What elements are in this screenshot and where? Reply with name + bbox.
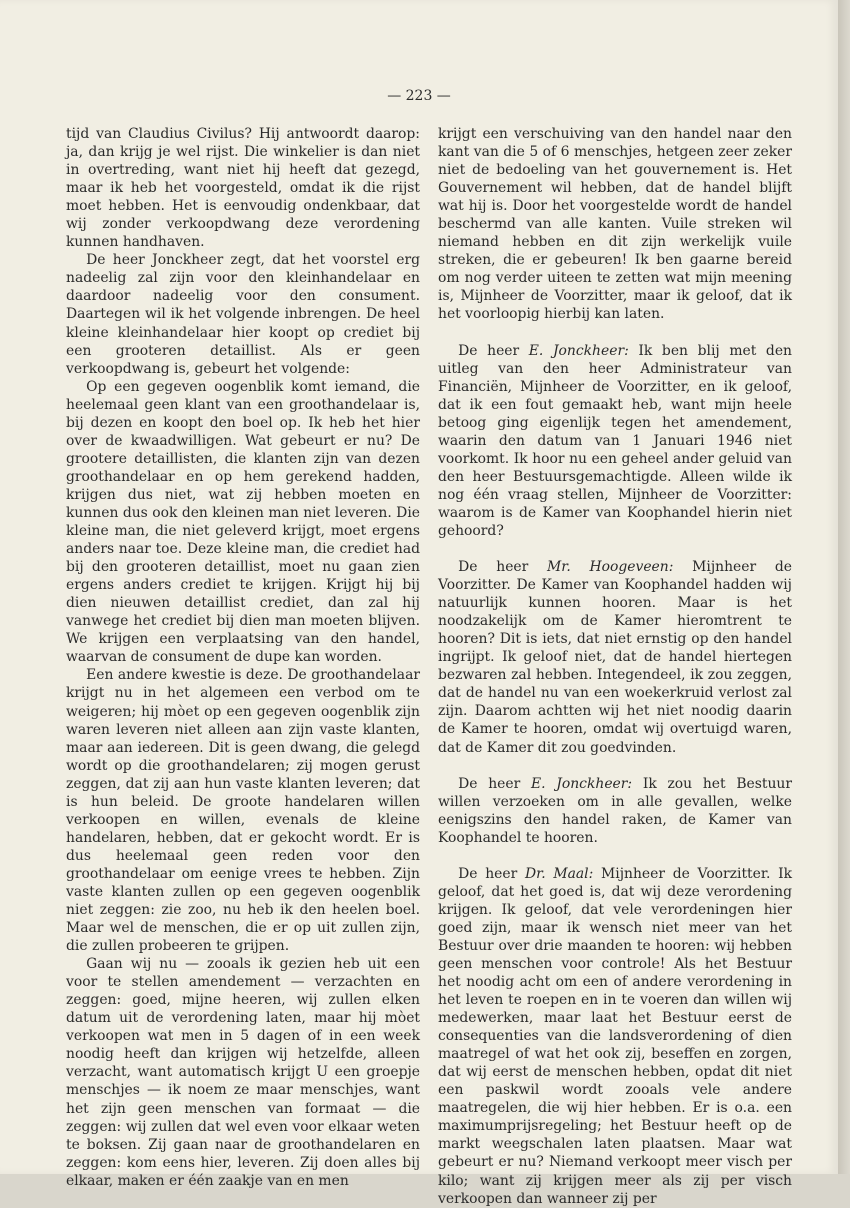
speaker-name: E. Jonckheer: xyxy=(531,775,633,792)
speech-text: Ik ben blij met den uitleg van den heer Administrateur van Financiën, Mijnheer de Voorzitter, en ik geloof, dat ik een fout gemaakt heb, want mijn heele betoog ging eigenlijk tegen het amendement, waarin den datum van 1 Januari 1946 niet voorkomt. Ik hoor nu een geheel ander geluid van den heer Bestuursgemachtigde. Alleen wilde ik nog één vraag stellen, Mijnheer de Voorzitter: waarom is de Kamer van Koophandel hierin niet gehoord? xyxy=(438,342,792,539)
speech-text: Mijnheer de Voorzitter. Ik geloof, dat het goed is, dat wij deze verordening krijgen. Ik geloof, dat vele verordeningen hier goed zijn, maar ik wensch niet meer van het Bestuur over drie maanden te hooren: wij hebben geen menschen voor controle! Als het Bestuur het noodig acht om een of andere verordening in het leven te roepen en in te voeren dan willen wij medewerken, maar laat het Bestuur eerst de consequenties van die landsverordening of dien maatregel of wat het ook zij, beseffen en zorgen, dat wij eerst de menschen hebben, opdat dit niet een paskwil wordt zooals vele andere maatregelen, die wij hier hebben. Er is o.a. een maximumprijsregeling; het Bestuur heeft op de markt weegschalen laten plaatsen. Maar wat gebeurt er nu? Niemand verkoopt meer visch per kilo; want zij krijgen meer als zij per visch verkoopen dan wanneer zij per xyxy=(438,865,792,1207)
paragraph: Op een gegeven oogenblik komt iemand, die heelemaal geen klant van een groothandelaar is, bij dezen en koopt den boel op. Ik heb het hier over de kwaadwilligen. Wat gebeurt er nu? De grootere detaillisten, die klanten zijn van dezen groothandelaar en op hem gerekend hadden, krijgen dus niet, wat zij hebben moeten en kunnen dus ook den kleinen man niet leveren. Die kleine man, die niet geleverd krijgt, moet ergens anders naar toe. Deze kleine man, die crediet had bij den grooteren detaillist, moet nu gaan zien ergens anders crediet te krijgen. Krijgt hij bij dien nieuwen detaillist crediet, dan zal hij vanwege het crediet bij dien man moeten blijven. We krijgen een verplaatsing van den handel, waarvan de consument de dupe kan worden. xyxy=(66,378,420,666)
paragraph: De heer Jonckheer zegt, dat het voorstel erg nadeelig zal zijn voor den kleinhandelaar en daardoor nadeelig voor den consument. Daartegen wil ik het volgende inbrengen. De heel kleine kleinhandelaar hier koopt op crediet bij een grooteren detaillist. Als er geen verkoopdwang is, gebeurt het volgende: xyxy=(66,252,420,377)
left-column xyxy=(66,125,420,1190)
right-column xyxy=(438,125,792,1208)
page-edge xyxy=(838,0,850,1174)
speaker-prefix: De heer xyxy=(458,342,520,359)
speaker-paragraph xyxy=(438,558,792,757)
speaker-prefix: De heer xyxy=(458,559,529,576)
speaker-prefix: De heer xyxy=(458,775,521,792)
paragraph: tijd van Claudius Civilus? Hij antwoordt daarop: ja, dan krijg je wel rijst. Die winkelier is dan niet in overtreding, want niet hij heeft dat gezegd, maar ik heb het voorgesteld, omdat ik die rijst moet hebben. Het is eenvoudig ondenkbaar, dat wij zonder verkoopdwang deze verordening kunnen handhaven. xyxy=(66,126,420,251)
speech-text: Mijnheer de Voorzitter. De Kamer van Koophandel hadden wij natuurlijk kunnen hooren. Maar is het noodzakelijk om de Kamer hieromtrent te hooren? Dit is iets, dat niet ernstig op den handel ingrijpt. Ik geloof niet, dat de handel hiertegen bezwaren zal hebben. Integendeel, ik zou zeggen, dat de handel nu van een woekerkruid verlost zal zijn. Daarom achtten wij het niet noodig daarin de Kamer te hooren, omdat wij overtuigd waren, dat de Kamer dit zou goedvinden. xyxy=(438,559,792,756)
page-number: — 223 — xyxy=(387,88,451,104)
speaker-paragraph xyxy=(438,775,792,847)
speaker-paragraph xyxy=(438,865,792,1208)
speaker-name: E. Jonckheer: xyxy=(528,342,629,359)
paragraph: Een andere kwestie is deze. De groothandelaar krijgt nu in het algemeen een verbod om te weigeren; hij mòet op een gegeven oogenblik zijn waren leveren niet alleen aan zijn vaste klanten, maar aan iedereen. Dit is geen dwang, die gelegd wordt op die groothandelaren; zij mogen gerust zeggen, dat zij aan hun vaste klanten leveren; dat is hun beleid. De groote handelaren willen verkoopen en willen, evenals de kleine handelaren, hebben, dat er gekocht wordt. Er is dus heelemaal geen reden voor den groothandelaar om eenige vrees te hebben. Zijn vaste klanten zullen op een gegeven oogenblik niet zeggen: zie zoo, nu heb ik den heelen boel. Maar wel de menschen, die er op uit zullen zijn, die zullen probeeren te grijpen. xyxy=(66,667,420,955)
speaker-name: Mr. Hoogeveen: xyxy=(547,559,674,576)
speaker-prefix: De heer xyxy=(458,865,518,882)
speaker-name: Dr. Maal: xyxy=(525,865,594,882)
speech-text: Ik zou het Bestuur willen verzoeken om in alle gevallen, welke eenigszins den handel raken, de Kamer van Koophandel te hooren. xyxy=(438,775,792,846)
paragraph: krijgt een verschuiving van den handel naar den kant van die 5 of 6 menschjes, hetgeen zeer zeker niet de bedoeling van het gouvernement is. Het Gouvernement wil hebben, dat de handel blijft wat hij is. Door het voorgestelde wordt de handel beschermd van alle kanten. Vuile streken wil niemand hebben en dit zijn werkelijk vuile streken, die er gebeuren! Ik ben gaarne bereid om nog verder uiteen te zetten wat mijn meening is, Mijnheer de Voorzitter, maar ik geloof, dat ik het voorloopig hierbij kan laten. xyxy=(438,126,792,323)
paragraph: Gaan wij nu — zooals ik gezien heb uit een voor te stellen amendement — verzachten en zeggen: goed, mijne heeren, wij zullen elken datum uit de verordening laten, maar hij mòet verkoopen wat men in 5 dagen of in een week noodig heeft dan krijgen wij hetzelfde, alleen verzacht, want automatisch krijgt U een groepje menschjes — ik noem ze maar menschjes, want het zijn geen menschen van formaat — die zeggen: wij zullen dat wel even voor elkaar weten te boksen. Zij gaan naar de groothandelaren en zeggen: kom eens hier, leveren. Zij doen alles bij elkaar, maken er één zaakje van en men xyxy=(66,956,420,1189)
speaker-paragraph xyxy=(438,342,792,541)
